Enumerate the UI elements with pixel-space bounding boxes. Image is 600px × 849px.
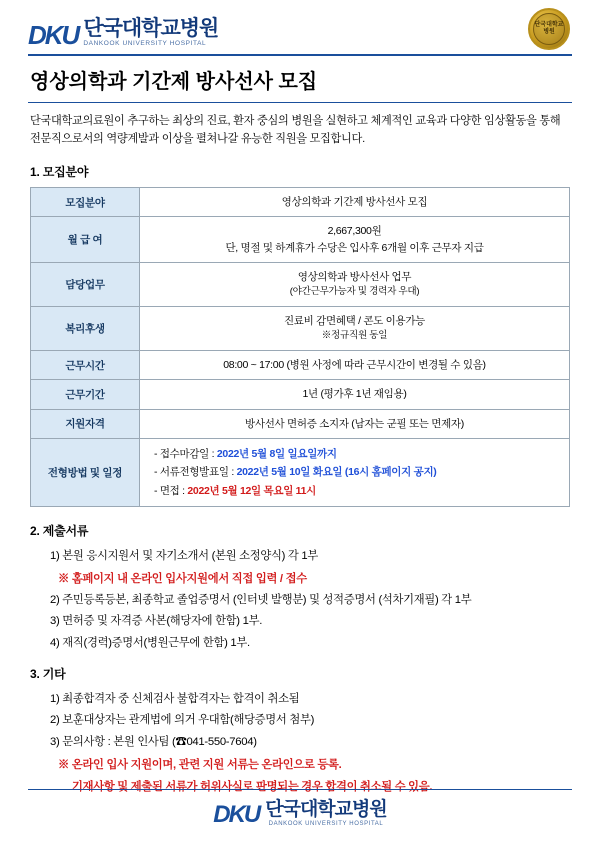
row-label: 월 급 여 bbox=[31, 217, 140, 263]
row-value-line: 1년 (평가후 1년 재임용) bbox=[302, 388, 407, 401]
row-label: 근무기간 bbox=[31, 380, 140, 409]
page-header bbox=[28, 0, 572, 52]
documents-list-cont bbox=[28, 590, 572, 655]
table-row bbox=[31, 409, 570, 438]
row-label: 전형방법 및 일정 bbox=[31, 438, 140, 506]
official-seal-icon bbox=[528, 8, 570, 50]
schedule-item-date: 2022년 5월 8일 일요일까지 bbox=[216, 447, 337, 460]
row-value bbox=[140, 306, 570, 350]
title-divider-bottom bbox=[28, 102, 572, 103]
footer-divider bbox=[28, 789, 572, 790]
logo-korean-name: 단국대학교병원 bbox=[83, 17, 219, 40]
etc-note-online: ※ 온라인 입사 지원이며, 관련 지원 서류는 온라인으로 등록. bbox=[58, 758, 342, 771]
row-value bbox=[140, 262, 570, 306]
footer-logo-text bbox=[265, 800, 386, 827]
etc-note-falsification: 기재사항 및 제출된 서류가 허위사실로 판명되는 경우 합격이 취소될 수 있음. bbox=[72, 780, 433, 793]
row-label: 근무시간 bbox=[31, 351, 140, 380]
row-value bbox=[140, 409, 570, 438]
schedule-item-label: - 접수마감일 : bbox=[154, 447, 217, 460]
list-item: 3) 면허증 및 자격증 사본(해당자에 한함) 1부. bbox=[50, 615, 263, 628]
table-row bbox=[31, 262, 570, 306]
documents-list bbox=[28, 546, 572, 568]
row-value bbox=[140, 351, 570, 380]
schedule-item-label: - 면접 : bbox=[154, 484, 188, 497]
row-value-line: 영상의학과 기간제 방사선사 모집 bbox=[281, 195, 428, 208]
table-row bbox=[31, 351, 570, 380]
schedule-item-label: - 서류전형발표일 : bbox=[154, 466, 237, 479]
seal-inner-text: 단국대학교병원 bbox=[533, 13, 565, 45]
row-value-note: (야간근무가능자 및 경력자 우대) bbox=[289, 286, 420, 298]
table-row-schedule bbox=[31, 438, 570, 506]
recruitment-table bbox=[30, 187, 570, 507]
list-item: 2) 주민등록등본, 최종학교 졸업증명서 (인터넷 발행분) 및 성적증명서 (석차기재필) 각 1부 bbox=[50, 593, 472, 606]
footer-logo-english-name: DANKOOK UNIVERSITY HOSPITAL bbox=[268, 821, 384, 827]
row-value-line: 2,667,300원 bbox=[327, 225, 382, 238]
row-value bbox=[140, 187, 570, 216]
logo-text bbox=[83, 18, 218, 48]
logo-mark-icon: DKU bbox=[28, 19, 79, 50]
page-title: 영상의학과 기간제 방사선사 모집 bbox=[30, 71, 318, 93]
footer-logo-mark-icon: DKU bbox=[213, 801, 260, 828]
row-value bbox=[140, 380, 570, 409]
row-value-note: ※정규직원 동일 bbox=[321, 330, 388, 342]
footer-logo-korean-name: 단국대학교병원 bbox=[265, 799, 387, 820]
row-value bbox=[140, 217, 570, 263]
table-row bbox=[31, 306, 570, 350]
row-value-line: 진료비 감면혜택 / 콘도 이용가능 bbox=[283, 314, 426, 327]
table-row bbox=[31, 380, 570, 409]
row-value-line: 단, 명절 및 하계휴가 수당은 입사후 6개월 이후 근무자 지급 bbox=[225, 241, 484, 254]
row-label: 모집분야 bbox=[31, 187, 140, 216]
row-label: 담당업무 bbox=[31, 262, 140, 306]
table-row bbox=[31, 217, 570, 263]
schedule-item bbox=[154, 482, 563, 500]
schedule-value bbox=[140, 438, 570, 506]
list-item: 3) 문의사항 : 본원 인사팀 (☎041-550-7604) bbox=[50, 736, 257, 749]
intro-paragraph: 단국대학교의료원이 추구하는 최상의 진료, 환자 중심의 병원을 실현하고 체계적인 교육과 다양한 임상활동을 통해 전문직으로서의 역량계발과 이상을 펼쳐나갈 유능한 직원을 모집합니다. bbox=[30, 115, 561, 146]
list-item: 1) 본원 응시지원서 및 자기소개서 (본원 소정양식) 각 1부 bbox=[50, 549, 318, 562]
row-value-line: 영상의학과 방사선사 업무 bbox=[297, 270, 412, 283]
section-1-title: 1. 모집분야 bbox=[30, 164, 89, 179]
page-footer bbox=[0, 789, 600, 827]
hospital-logo bbox=[28, 18, 218, 48]
spacer bbox=[28, 655, 572, 665]
schedule-item-date: 2022년 5월 10일 화요일 (16시 홈페이지 공지) bbox=[236, 466, 437, 479]
section-2-title: 2. 제출서류 bbox=[30, 523, 89, 538]
etc-list bbox=[28, 689, 572, 754]
table-row bbox=[31, 187, 570, 216]
row-value-line: 방사선사 면허증 소지자 (남자는 군필 또는 면제자) bbox=[245, 417, 464, 430]
list-item: 1) 최종합격자 중 신체검사 불합격자는 합격이 취소됨 bbox=[50, 692, 300, 705]
schedule-item bbox=[154, 463, 563, 481]
row-value-line: 08:00 ~ 17:00 (병원 사정에 따라 근무시간이 변경될 수 있음) bbox=[223, 359, 486, 372]
footer-logo bbox=[213, 800, 386, 827]
list-item: 2) 보훈대상자는 관계법에 의거 우대함(해당증명서 첨부) bbox=[50, 714, 315, 727]
documents-online-note: ※ 홈페이지 내 온라인 입사지원에서 직접 입력 / 접수 bbox=[58, 572, 307, 585]
schedule-item bbox=[154, 445, 563, 463]
schedule-item-date: 2022년 5월 12일 목요일 11시 bbox=[187, 484, 317, 497]
row-label: 복리후생 bbox=[31, 306, 140, 350]
row-label: 지원자격 bbox=[31, 409, 140, 438]
logo-english-name: DANKOOK UNIVERSITY HOSPITAL bbox=[83, 40, 207, 47]
section-3-title: 3. 기타 bbox=[30, 666, 66, 681]
list-item: 4) 재직(경력)증명서(병원근무에 한함) 1부. bbox=[50, 637, 250, 650]
